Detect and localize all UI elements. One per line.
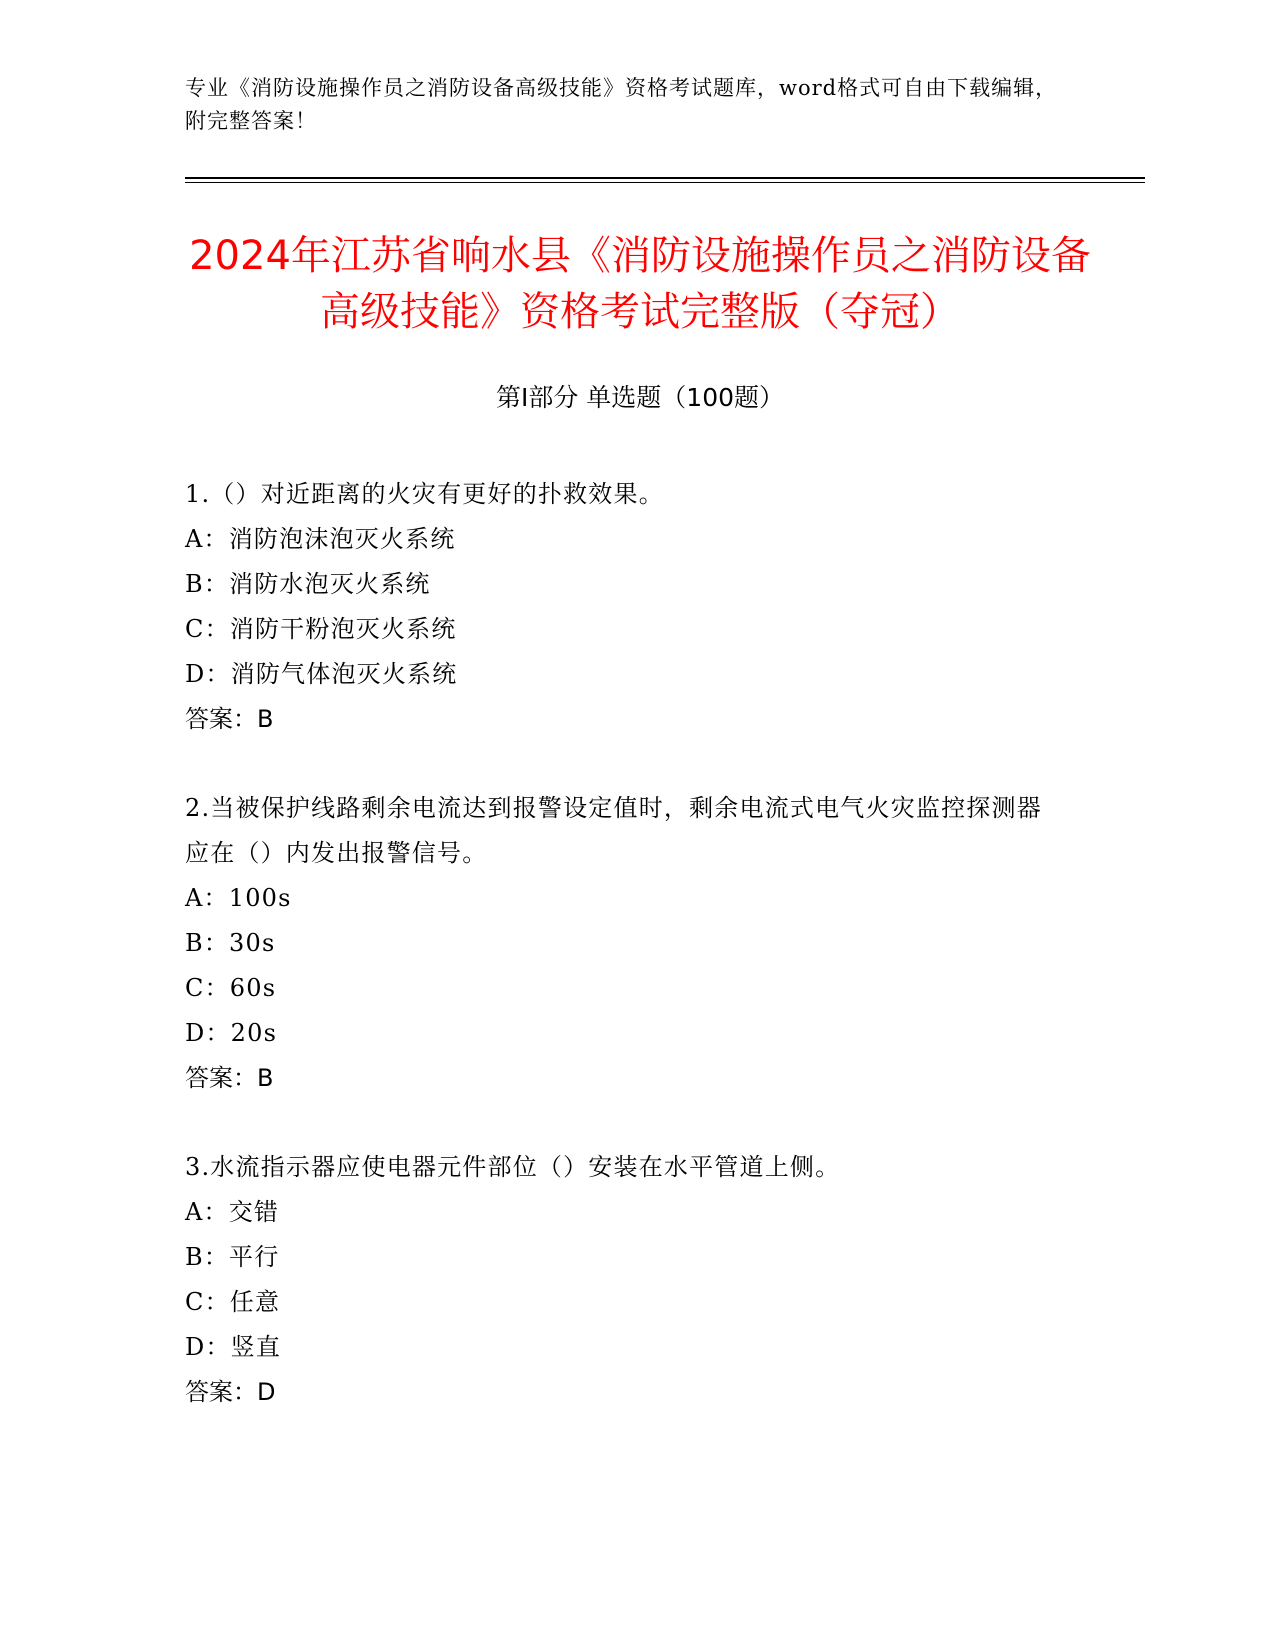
question-3 [185, 1145, 1065, 1415]
option-d: D：20s [185, 1019, 278, 1047]
header-rule-thick [185, 177, 1145, 179]
header-note: 专业《消防设施操作员之消防设备高级技能》资格考试题库，word格式可自由下载编辑，附完整答案！ [185, 76, 1058, 133]
option-a: A：交错 [185, 1198, 280, 1226]
option-a: A：100s [185, 884, 292, 912]
question-list [185, 472, 1065, 1459]
option-d: D：消防气体泡灭火系统 [185, 660, 458, 688]
question-stem: 3.水流指示器应使电器元件部位（）安装在水平管道上侧。 [185, 1153, 841, 1181]
option-c: C：60s [185, 974, 277, 1002]
option-a: A：消防泡沫泡灭火系统 [185, 525, 456, 553]
option-b: B：平行 [185, 1243, 280, 1271]
document-title: 2024年江苏省响水县《消防设施操作员之消防设备高级技能》资格考试完整版（夺冠） [189, 233, 1091, 335]
option-c: C：消防干粉泡灭火系统 [185, 615, 457, 643]
question-stem: 1.（）对近距离的火灾有更好的扑救效果。 [185, 480, 664, 508]
option-d: D：竖直 [185, 1333, 282, 1361]
question-stem: 2.当被保护线路剩余电流达到报警设定值时，剩余电流式电气火灾监控探测器应在（）内发出报警信号。 [185, 794, 1042, 867]
option-b: B：消防水泡灭火系统 [185, 570, 431, 598]
question-1 [185, 472, 1065, 742]
section-title: 第Ⅰ部分 单选题（100题） [495, 383, 785, 412]
option-b: B：30s [185, 929, 276, 957]
answer: 答案：B [185, 1064, 274, 1092]
option-c: C：任意 [185, 1288, 281, 1316]
question-2 [185, 786, 1065, 1101]
answer: 答案：D [185, 1378, 276, 1406]
answer: 答案：B [185, 705, 274, 733]
header-rule-thin [185, 182, 1145, 183]
